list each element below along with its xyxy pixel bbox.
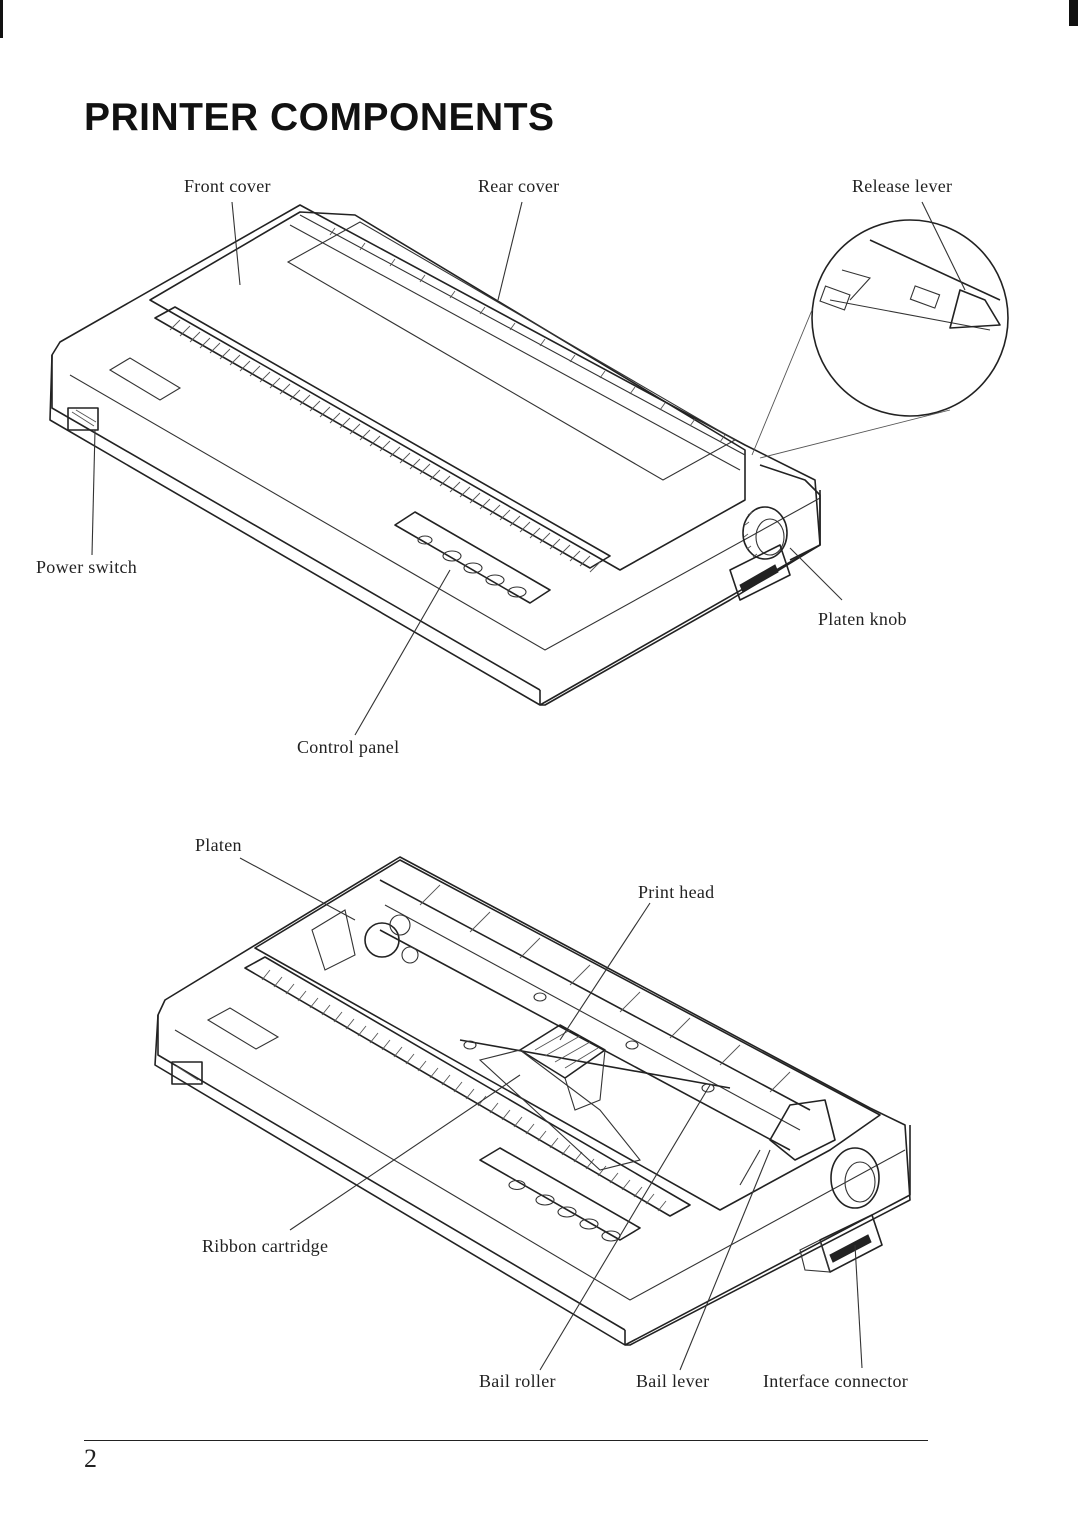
platen-knob-shape xyxy=(743,507,787,559)
leader-rear-cover xyxy=(498,202,522,300)
label-platen-knob: Platen knob xyxy=(818,609,907,629)
page-number: 2 xyxy=(84,1444,97,1473)
page-title: PRINTER COMPONENTS xyxy=(84,96,555,139)
release-lever-detail-circle xyxy=(812,220,1008,416)
leader-release-lever xyxy=(922,202,965,290)
vent-grill-hatching xyxy=(170,320,600,572)
label-release-lever: Release lever xyxy=(852,176,953,196)
leader-platen xyxy=(240,858,355,920)
leader-power-switch xyxy=(92,430,95,555)
leader-interface-connector xyxy=(855,1245,862,1368)
label-power-switch: Power switch xyxy=(36,557,138,577)
label-print-head: Print head xyxy=(638,882,715,902)
leader-platen-knob xyxy=(790,548,842,600)
leader-print-head xyxy=(560,903,650,1040)
label-bail-lever: Bail lever xyxy=(636,1371,710,1391)
label-bail-roller: Bail roller xyxy=(479,1371,556,1391)
label-ribbon-cartridge: Ribbon cartridge xyxy=(202,1236,329,1256)
leader-bail-lever xyxy=(680,1150,770,1370)
leader-bail-roller xyxy=(540,1085,710,1370)
label-rear-cover: Rear cover xyxy=(478,176,560,196)
footer-rule xyxy=(84,1440,928,1441)
leader-control-panel xyxy=(355,570,450,735)
label-front-cover: Front cover xyxy=(184,176,271,196)
label-platen: Platen xyxy=(195,835,242,855)
label-control-panel: Control panel xyxy=(297,737,400,757)
label-interface-connector: Interface connector xyxy=(763,1371,909,1391)
